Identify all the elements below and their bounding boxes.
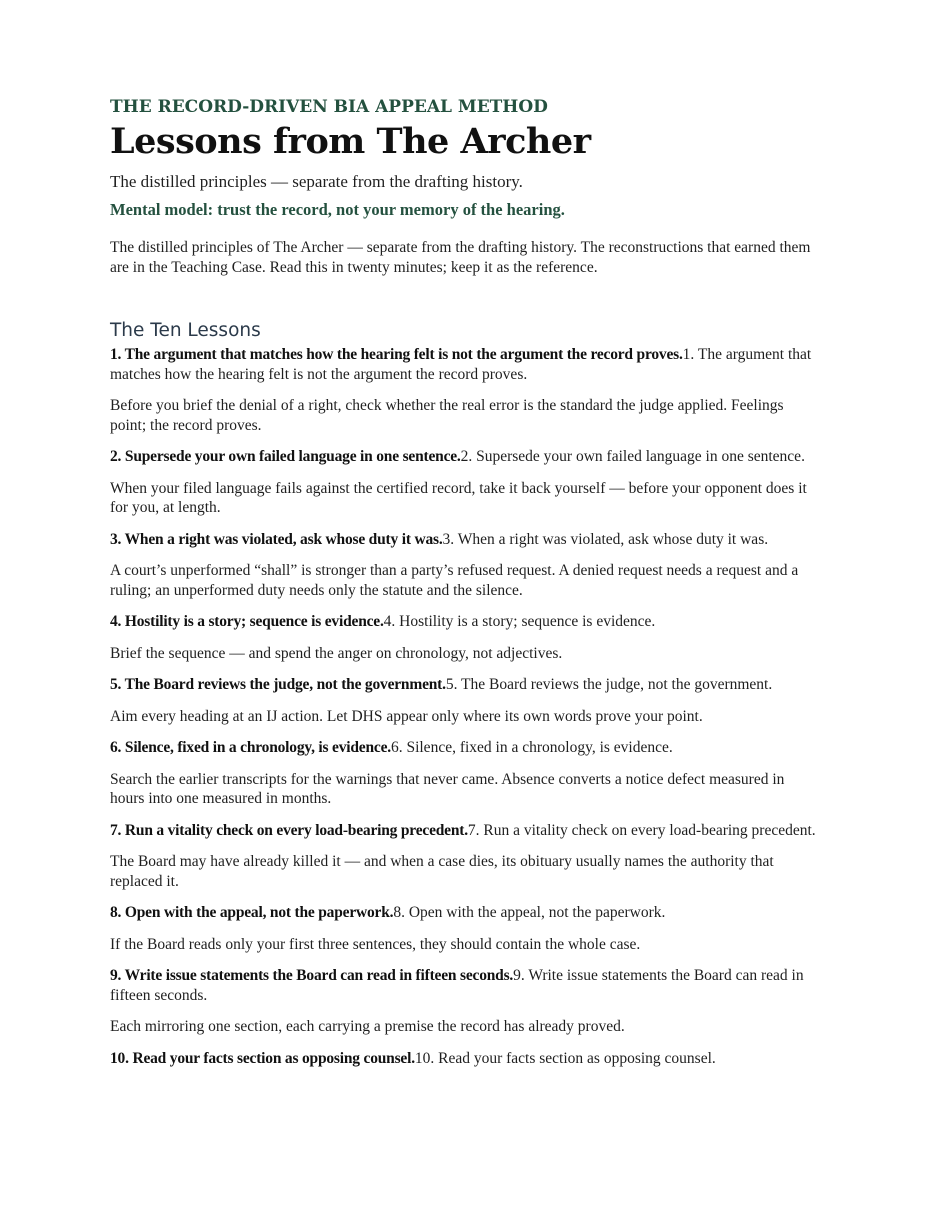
mental-model-callout: Mental model: trust the record, not your memory of the hearing. [110,200,565,219]
document-kicker: THE RECORD-DRIVEN BIA APPEAL METHOD [110,97,548,117]
lesson-heading-plain: 7. Run a vitality check on every load-bearing precedent. [467,821,816,839]
lesson-heading-bold: 9. Write issue statements the Board can read in fifteen seconds. [110,967,514,984]
lesson-item [110,612,822,663]
lesson-heading-plain: 5. The Board reviews the judge, not the government. [445,676,773,693]
lesson-heading-bold: 1. The argument that matches how the hearing felt is not the argument the record proves. [110,346,683,363]
lesson-heading [110,612,822,632]
lesson-body: When your filed language fails against the certified record, take it back yourself — before your opponent does it for you, at length. [110,479,807,516]
lesson-body: Before you brief the denial of a right, check whether the real error is the standard the judge applied. Feelings point; the record proves. [110,397,784,434]
lesson-heading-bold: 10. Read your facts section as opposing counsel. [110,1049,415,1067]
document-title: Lessons from The Archer [110,121,591,162]
lesson-heading [110,903,822,923]
document-subtitle: The distilled principles — separate from the drafting history. [110,172,523,191]
document-page [110,96,822,1068]
lesson-item [110,738,822,809]
lesson-heading-plain: 9. Write issue statements the Board can read in fifteen seconds. [110,967,804,1004]
lesson-heading-plain: 10. Read your facts section as opposing counsel. [414,1049,716,1067]
lesson-heading [110,530,822,550]
lesson-heading-bold: 5. The Board reviews the judge, not the government. [110,676,446,693]
lesson-heading [110,675,822,695]
lesson-item [110,966,822,1037]
lesson-heading [110,345,822,384]
lesson-item [110,1049,822,1069]
lesson-heading-plain: 3. When a right was violated, ask whose duty it was. [442,530,769,548]
lesson-item [110,447,822,518]
lesson-heading-bold: 4. Hostility is a story; sequence is evidence. [110,613,384,630]
lesson-body: Search the earlier transcripts for the warnings that never came. Absence converts a notice defect measured in hours into one measured in months. [110,770,785,807]
intro-paragraph: The distilled principles of The Archer — separate from the drafting history. The reconstructions that earned them are in the Teaching Case. Read this in twenty minutes; keep it as the reference. [110,239,811,276]
lesson-body: Brief the sequence — and spend the anger on chronology, not adjectives. [110,644,563,662]
section-heading: The Ten Lessons [110,320,261,341]
lesson-heading-plain: 6. Silence, fixed in a chronology, is evidence. [390,739,673,756]
lesson-heading [110,447,822,467]
lesson-heading-plain: 2. Supersede your own failed language in one sentence. [460,448,805,465]
lesson-body: Each mirroring one section, each carrying a premise the record has already proved. [110,1018,625,1035]
lesson-body: A court’s unperformed “shall” is stronger than a party’s refused request. A denied request needs a request and a ruling; an unperformed duty needs only the statute and the silence. [110,562,799,599]
lesson-item [110,675,822,726]
lesson-heading-bold: 8. Open with the appeal, not the paperwork. [110,904,394,921]
lesson-item [110,345,822,435]
lesson-heading-bold: 3. When a right was violated, ask whose duty it was. [110,530,443,548]
lesson-heading-bold: 7. Run a vitality check on every load-bearing precedent. [110,821,468,839]
lessons-list [110,345,822,1068]
lesson-heading [110,738,822,758]
lesson-heading-bold: 2. Supersede your own failed language in one sentence. [110,448,461,465]
lesson-item [110,903,822,954]
lesson-heading-plain: 1. The argument that matches how the hearing felt is not the argument the record proves. [110,346,812,383]
lesson-item [110,530,822,601]
lesson-heading [110,1049,822,1069]
lesson-body: Aim every heading at an IJ action. Let DHS appear only where its own words prove your point. [110,707,703,725]
lesson-item [110,821,822,892]
lesson-body: If the Board reads only your first three sentences, they should contain the whole case. [110,935,641,953]
lesson-heading-plain: 4. Hostility is a story; sequence is evidence. [383,613,656,630]
lesson-heading-plain: 8. Open with the appeal, not the paperwork. [393,904,666,921]
lesson-body: The Board may have already killed it — and when a case dies, its obituary usually names the authority that replaced it. [110,853,774,890]
lesson-heading [110,821,822,841]
lesson-heading-bold: 6. Silence, fixed in a chronology, is evidence. [110,739,391,756]
lesson-heading [110,966,822,1005]
